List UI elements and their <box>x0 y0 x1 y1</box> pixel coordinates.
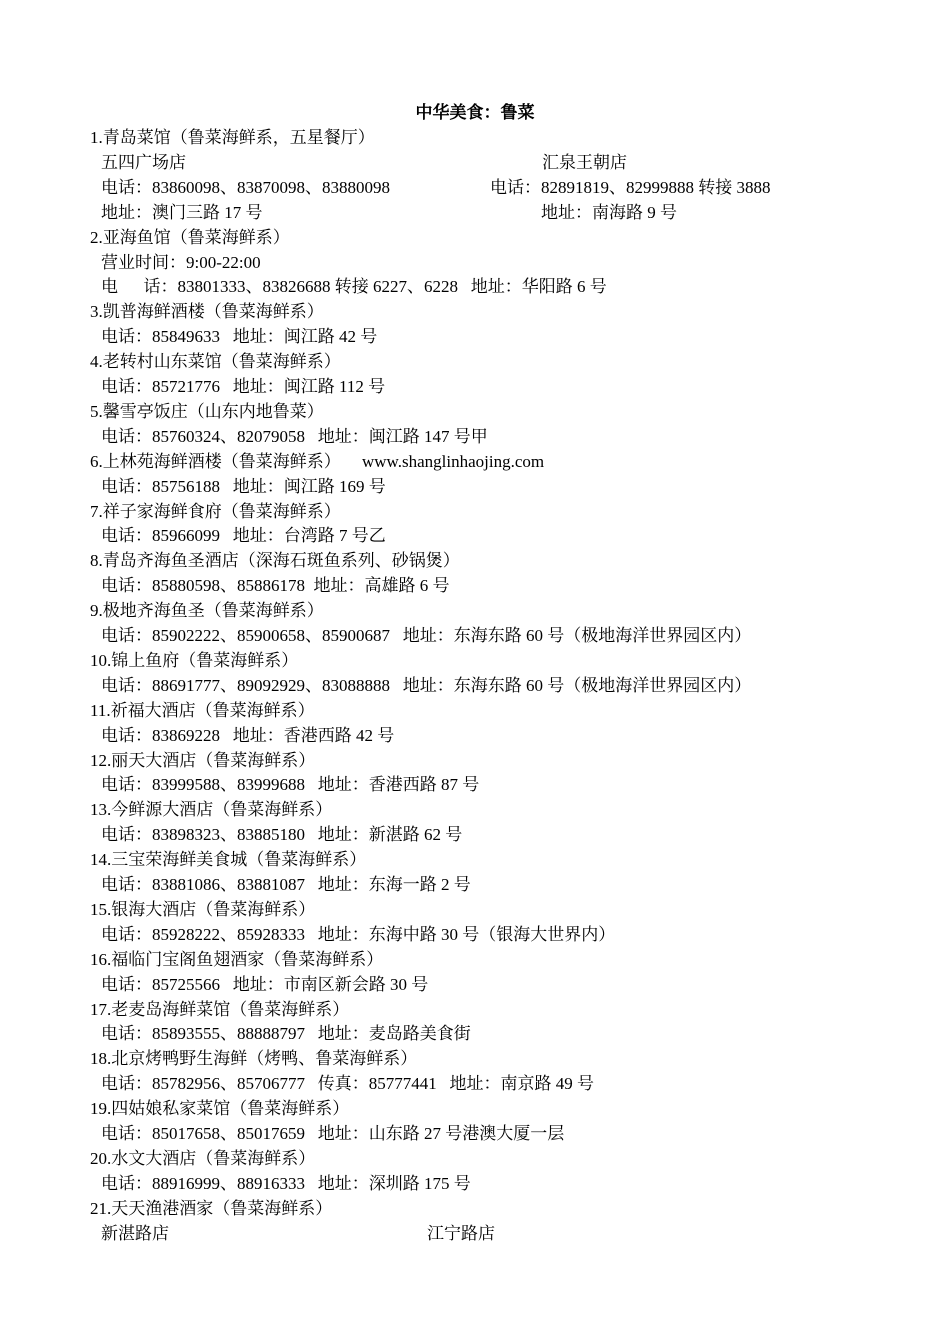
restaurant-heading: 1.青岛菜馆（鲁菜海鲜系，五星餐厅） <box>90 128 375 147</box>
restaurant-heading: 14.三宝荣海鲜美食城（鲁菜海鲜系） <box>90 850 367 869</box>
restaurant-heading: 2.亚海鱼馆（鲁菜海鲜系） <box>90 228 290 247</box>
restaurant-detail: 电话：85880598、85886178 地址：高雄路 6 号 <box>101 576 450 595</box>
restaurant-detail: 电话：85782956、85706777 传真：85777441 地址：南京路 49 号 <box>101 1074 594 1093</box>
restaurant-heading: 18.北京烤鸭野生海鲜（烤鸭、鲁菜海鲜系） <box>90 1049 418 1068</box>
restaurant-heading: 4.老转村山东菜馆（鲁菜海鲜系） <box>90 352 341 371</box>
restaurant-detail: 电话：85017658、85017659 地址：山东路 27 号港澳大厦一层 <box>101 1124 565 1143</box>
restaurant-detail: 电话：85893555、88888797 地址：麦岛路美食街 <box>101 1024 471 1043</box>
restaurant-detail: 电话：83881086、83881087 地址：东海一路 2 号 <box>101 875 471 894</box>
restaurant-detail: 电话：85966099 地址：台湾路 7 号乙 <box>101 526 386 545</box>
restaurant-detail-right: 汇泉王朝店 <box>542 153 627 172</box>
restaurant-detail: 电话：83999588、83999688 地址：香港西路 87 号 <box>101 775 480 794</box>
restaurant-detail: 新湛路店 <box>101 1224 169 1243</box>
restaurant-detail: 电话：85902222、85900658、85900687 地址：东海东路 60 号（极地海洋世界园区内） <box>101 626 752 645</box>
restaurant-heading: 20.水文大酒店（鲁菜海鲜系） <box>90 1149 316 1168</box>
restaurant-heading: 5.馨雪亭饭庄（山东内地鲁菜） <box>90 402 324 421</box>
restaurant-detail: 电 话：83801333、83826688 转接 6227、6228 地址：华阳路 6 号 <box>101 277 607 296</box>
restaurant-detail: 营业时间：9:00-22:00 <box>101 253 261 272</box>
restaurant-heading: 11.祈福大酒店（鲁菜海鲜系） <box>90 701 315 720</box>
restaurant-heading: 13.今鲜源大酒店（鲁菜海鲜系） <box>90 800 333 819</box>
restaurant-detail-right: 电话：82891819、82999888 转接 3888 <box>490 178 771 197</box>
restaurant-heading: 10.锦上鱼府（鲁菜海鲜系） <box>90 651 299 670</box>
restaurant-detail: 地址：澳门三路 17 号 <box>101 203 263 222</box>
restaurant-heading: 21.天天渔港酒家（鲁菜海鲜系） <box>90 1199 333 1218</box>
restaurant-detail: 电话：83898323、83885180 地址：新湛路 62 号 <box>101 825 463 844</box>
restaurant-detail-right: 地址：南海路 9 号 <box>541 203 677 222</box>
restaurant-heading: 9.极地齐海鱼圣（鲁菜海鲜系） <box>90 601 324 620</box>
restaurant-detail: 电话：85928222、85928333 地址：东海中路 30 号（银海大世界内） <box>101 925 616 944</box>
restaurant-detail: 电话：85721776 地址：闽江路 112 号 <box>101 377 386 396</box>
restaurant-heading: 12.丽天大酒店（鲁菜海鲜系） <box>90 751 316 770</box>
restaurant-heading: 7.祥子家海鲜食府（鲁菜海鲜系） <box>90 502 341 521</box>
restaurant-heading: 8.青岛齐海鱼圣酒店（深海石斑鱼系列、砂锅煲） <box>90 551 460 570</box>
restaurant-detail: 电话：83860098、83870098、83880098 <box>101 178 390 197</box>
restaurant-heading: 6.上林苑海鲜酒楼（鲁菜海鲜系） www.shanglinhaojing.com <box>90 452 545 471</box>
restaurant-detail: 电话：85725566 地址：市南区新会路 30 号 <box>101 975 429 994</box>
restaurant-heading: 15.银海大酒店（鲁菜海鲜系） <box>90 900 316 919</box>
restaurant-heading: 3.凯普海鲜酒楼（鲁菜海鲜系） <box>90 302 324 321</box>
restaurant-heading: 19.四姑娘私家菜馆（鲁菜海鲜系） <box>90 1099 350 1118</box>
restaurant-heading: 16.福临门宝阁鱼翅酒家（鲁菜海鲜系） <box>90 950 384 969</box>
restaurant-detail: 五四广场店 <box>101 153 186 172</box>
restaurant-heading: 17.老麦岛海鲜菜馆（鲁菜海鲜系） <box>90 1000 350 1019</box>
restaurant-detail: 电话：88691777、89092929、83088888 地址：东海东路 60 号（极地海洋世界园区内） <box>101 676 752 695</box>
restaurant-detail: 电话：85849633 地址：闽江路 42 号 <box>101 327 378 346</box>
restaurant-detail: 电话：85760324、82079058 地址：闽江路 147 号甲 <box>101 427 488 446</box>
restaurant-detail: 电话：85756188 地址：闽江路 169 号 <box>101 477 386 496</box>
document-title: 中华美食：鲁菜 <box>415 103 535 122</box>
restaurant-detail-right: 江宁路店 <box>427 1224 495 1243</box>
restaurant-detail: 电话：83869228 地址：香港西路 42 号 <box>101 726 395 745</box>
restaurant-detail: 电话：88916999、88916333 地址：深圳路 175 号 <box>101 1174 471 1193</box>
